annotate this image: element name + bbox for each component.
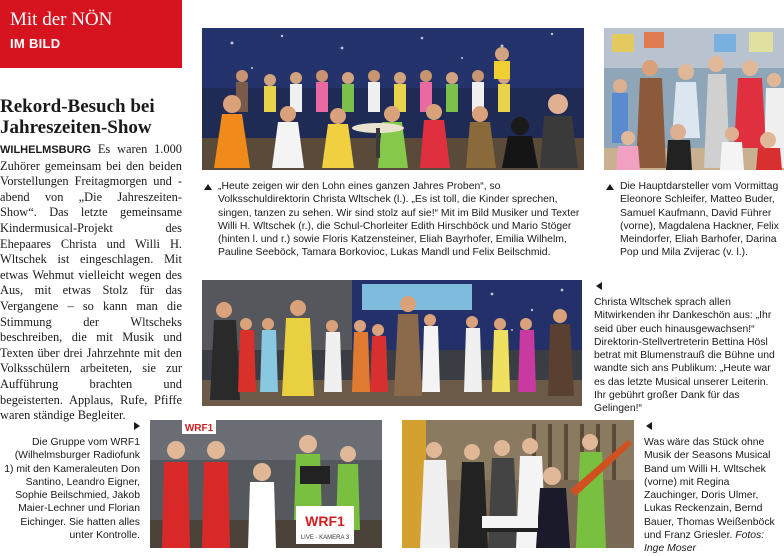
- caption-main-actors: Die Hauptdarsteller vom Vormittag Eleonore Schleifer, Matteo Buder, Samuel Kaufmann, David Führer (vorne), Magdalena Hackner, Felix Meindorfer, Eliah Barhofer, Darina Pop und Mila Zvijerac (v. l.).: [620, 181, 779, 259]
- article-headline: Rekord-Besuch bei Jahreszeiten-Show: [0, 96, 155, 138]
- section-rubric: [0, 0, 182, 68]
- caption-band: [644, 436, 784, 556]
- caption-band-text: Was wäre das Stück ohne Musik der Seasons Musical Band um Willi H. Wltschek (vorne) mit Regina Zauchinger, Doris Ulmer, Lukas Reckenzain, Bernd Bauer, Thomas Weißenböck und Franz Griesler.: [644, 437, 775, 542]
- caption-pointer-left-icon: [596, 282, 602, 290]
- caption-wrf1-group: Die Gruppe vom WRF1 (Wilhelmsburger Radiofunk 1) mit den Kameraleuten Don Santino, Leandro Eigner, Sophie Beilschmied, Jakob Maier-Lechner und Florian Eichinger. Sie hatten alles unter Kontrolle.: [4, 437, 140, 542]
- wrf1-banner: WRF1: [184, 423, 214, 434]
- article-body-text: Es waren 1.000 Zuhörer gemeinsam bei den beiden Vorstellungen Freitagmorgen und -abend von „Die Jahreszeiten-Show“. Das letzte gemeinsame Kindermusical-Projekt des Ehepaares Christa und Willi H. Wltschek ist eingeschlagen. Mit etwas Wehmut vielleicht wegen des Aus, mit etwas Stolz für das Vergangene – so kann man die Stimmung der Wltscheks beschreiben, die mit Musik und Texten über drei Jahrzehnte mit den Volksschülern arbeiteten, sie zur Aufführung brachten und begeisterten. Applaus, Rufe, Pfiffe waren ständige Begleiter.: [0, 142, 182, 423]
- article-dateline: WILHELMSBURG: [0, 144, 92, 156]
- caption-pointer-up-icon: [606, 184, 614, 190]
- photo-credit: Fotos: Inge Moser: [644, 530, 765, 555]
- photo-main-actors: [604, 28, 784, 170]
- article-body: [0, 142, 182, 424]
- caption-pointer-right-icon: [134, 422, 140, 430]
- caption-stage-group: „Heute zeigen wir den Lohn eines ganzen Jahres Proben“, so Volksschuldirektorin Christa Wltschek (l.). „Es ist toll, die Kinder sprechen, singen, tanzen zu sehen. Wir sind stolz auf sie!“ Mit im Bild Musiker und Texter Willi H. Wltschek (r.), die Schul-Chorleiter Edith Hirschböck und Mario Stöger (hinten l. und r.) sowie Floris Katzensteiner, Eliah Bayrhofer, Emilia Wilhelm, Pauline Seeböck, Tamara Borkovioc, Lukas Mandl und Felix Beilschmid.: [218, 181, 580, 259]
- photo-stage-group: [202, 28, 584, 170]
- caption-thank-you: Christa Wltschek sprach allen Mitwirkenden ihr Dankeschön aus: „Ihr seid über euch hinausgewachsen!“ Direktorin-Stellvertreterin Bettina Hösl betrat mit Blumenstrauß die Bühne und wandte sich ans Publikum: „Heute war es das letzte Musical unserer Leiterin. Ihr gebührt großer Dank für das Gelingen!“: [594, 297, 775, 415]
- rubric-subtitle: IM BILD: [10, 36, 61, 51]
- photo-wrf1-team: [150, 420, 382, 548]
- caption-pointer-left-icon: [646, 422, 652, 430]
- caption-pointer-up-icon: [204, 184, 212, 190]
- photo-band: [402, 420, 634, 548]
- camera-sign-subtitle: LIVE - KAMERA 3: [300, 535, 350, 541]
- photo-thank-you: [202, 280, 582, 406]
- camera-sign-title: WRF1: [305, 513, 345, 529]
- rubric-title: Mit der NÖN: [10, 9, 113, 30]
